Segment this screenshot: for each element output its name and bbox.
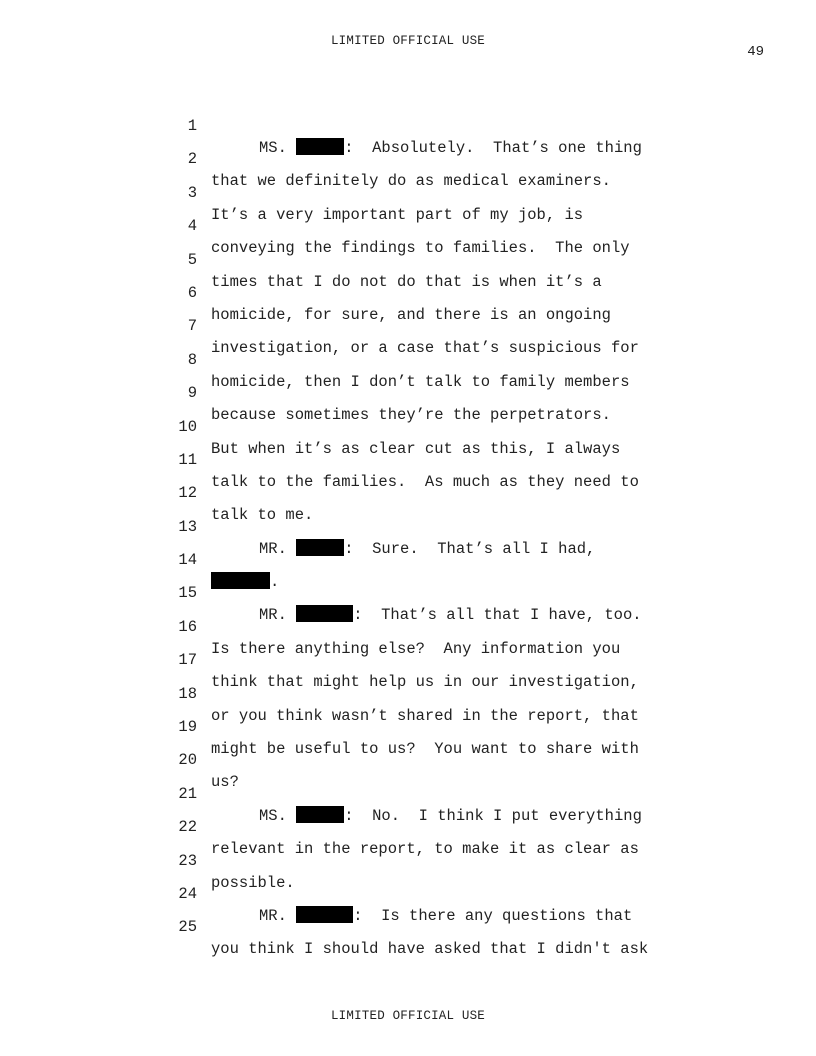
transcript-line [0, 327, 816, 391]
speaker-title: MR. [259, 906, 287, 925]
transcript-body [0, 93, 816, 959]
transcript-line [0, 560, 816, 625]
transcript-line [0, 227, 816, 291]
transcript-line [0, 761, 816, 825]
header-classification-marking: LIMITED OFFICIAL USE [330, 34, 486, 48]
line-number: 12 [178, 484, 197, 503]
line-text: It’s a very important part of my job, is [211, 205, 584, 224]
line-text: talk to the families. As much as they need to [211, 472, 639, 491]
transcript-line [0, 828, 816, 892]
line-number: 16 [178, 617, 197, 636]
transcript-line [0, 126, 816, 191]
line-number: 23 [178, 851, 197, 870]
transcript-line [0, 794, 816, 859]
transcript-line [0, 427, 816, 491]
line-number: 9 [187, 384, 197, 403]
line-text: Is there anything else? Any information you [211, 639, 621, 658]
line-number: 11 [178, 450, 197, 469]
line-number: 13 [178, 517, 197, 536]
transcript-line [0, 193, 816, 258]
line-number: 10 [178, 417, 197, 436]
transcript-line [0, 661, 816, 725]
line-text: or you think wasn’t shared in the report, that [211, 706, 639, 725]
transcript-line [0, 93, 816, 157]
transcript-line [0, 293, 816, 358]
transcript-line [0, 260, 816, 324]
line-text: talk to me. [211, 506, 314, 525]
line-number: 15 [178, 584, 197, 603]
line-text: : Is there any questions that [353, 906, 633, 925]
transcript-line [0, 727, 816, 792]
line-text: think that might help us in our investigation, [211, 673, 639, 692]
line-text: possible. [211, 873, 295, 892]
line-number: 25 [178, 918, 197, 937]
line-number: 17 [178, 651, 197, 670]
transcript-line [0, 160, 816, 224]
line-number: 22 [178, 818, 197, 837]
line-number: 3 [187, 183, 197, 202]
line-number: 21 [178, 784, 197, 803]
transcript-line [0, 894, 816, 959]
line-number: 4 [187, 217, 197, 236]
transcript-line [0, 394, 816, 458]
line-text: relevant in the report, to make it as clear as [211, 840, 639, 859]
line-text: : Absolutely. That’s one thing [344, 139, 642, 157]
line-text: homicide, for sure, and there is an ongoing [211, 305, 611, 324]
transcript-line [0, 527, 816, 592]
line-text: : No. I think I put everything [344, 806, 642, 825]
line-number: 24 [178, 884, 197, 903]
line-text: investigation, or a case that’s suspicious for [211, 339, 639, 358]
line-text: times that I do not do that is when it’s a [211, 272, 602, 291]
line-text: : Sure. That’s all I had, [344, 539, 596, 558]
line-number: 8 [187, 350, 197, 369]
line-number: 1 [187, 117, 197, 135]
line-number: 19 [178, 718, 197, 737]
line-text: that we definitely do as medical examiners. [211, 172, 611, 191]
line-text: homicide, then I don’t talk to family members [211, 372, 630, 391]
page-number: 49 [747, 44, 764, 60]
transcript-line [0, 627, 816, 692]
line-number: 7 [187, 317, 197, 336]
line-text: But when it’s as clear cut as this, I always [211, 439, 621, 458]
line-number: 18 [178, 684, 197, 703]
line-text: us? [211, 773, 239, 792]
transcript-line [0, 694, 816, 759]
transcript-line [0, 494, 816, 558]
line-text: : That’s all that I have, too. [353, 606, 642, 625]
line-text: because sometimes they’re the perpetrators. [211, 406, 611, 425]
speaker-title: MS. [259, 139, 287, 157]
line-text: . [270, 573, 280, 592]
footer-classification-marking: LIMITED OFFICIAL USE [330, 1009, 486, 1023]
speaker-title: MR. [259, 539, 287, 558]
line-number: 14 [178, 551, 197, 570]
transcript-line [0, 360, 816, 425]
line-number: 6 [187, 283, 197, 302]
transcript-line [0, 594, 816, 658]
line-text: might be useful to us? You want to share with [211, 740, 639, 759]
line-text: you think I should have asked that I didn't ask [211, 940, 649, 959]
line-number: 5 [187, 250, 197, 269]
line-number: 2 [187, 150, 197, 169]
speaker-title: MS. [259, 806, 287, 825]
line-number: 20 [178, 751, 197, 770]
transcript-line [0, 460, 816, 525]
line-text: conveying the findings to families. The only [211, 239, 630, 258]
transcript-line [0, 861, 816, 925]
speaker-title: MR. [259, 606, 287, 625]
